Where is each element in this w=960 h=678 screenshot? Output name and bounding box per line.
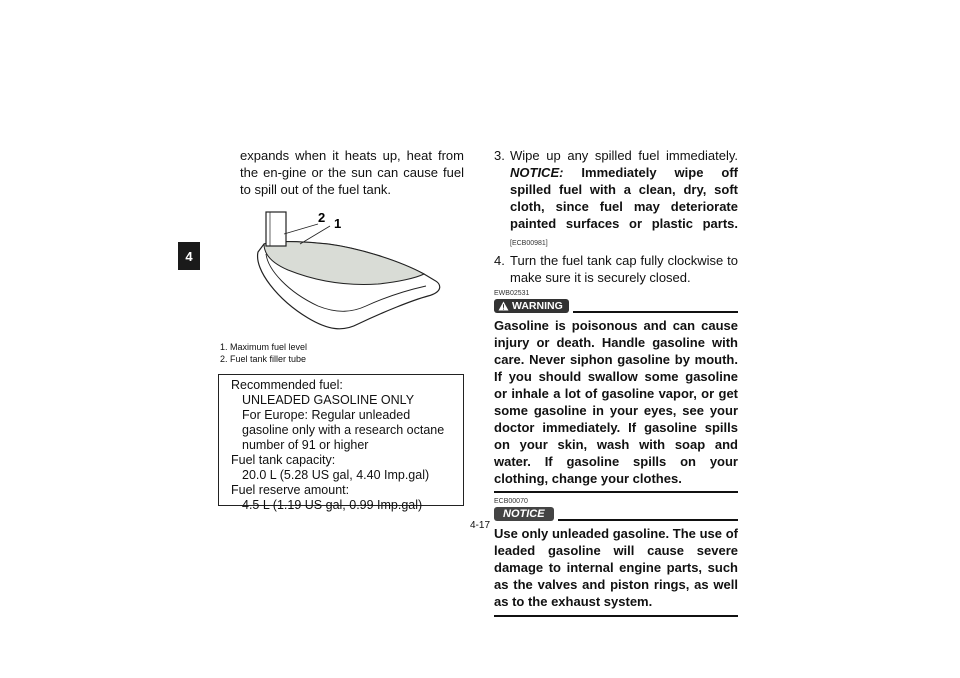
notice-rule — [558, 519, 738, 521]
fuel-tank-illustration — [248, 200, 448, 340]
reserve-heading: Fuel reserve amount: — [231, 483, 350, 497]
tank-capacity-value: 20.0 L (5.28 US gal, 4.40 Imp.gal) — [242, 468, 430, 482]
tank-capacity-heading: Fuel tank capacity: — [231, 453, 336, 467]
step-text: Wipe up any spilled fuel immediately. — [510, 148, 738, 163]
step-3 — [494, 147, 738, 252]
warning-code: EWB02531 — [494, 290, 530, 297]
step-body — [510, 147, 738, 252]
warning-label-text: WARNING — [512, 300, 563, 312]
step-number: 4. — [494, 253, 505, 268]
page-number: 4-17 — [469, 520, 490, 531]
fuel-europe-note: For Europe: Regular unleaded gasoline only with a research octane number of 91 or higher — [242, 408, 445, 452]
warning-text: Gasoline is poisonous and can cause injury or death. Handle gasoline with care. Never siphon gasoline by mouth. If you should swallow some gasoline or inhale a lot of gasoline vapor, or get some gasoline in your eyes, see your doctor immediately. If gasoline spills on your skin, wash with soap and water. If gasoline spills on your clothing, change your clothes. — [494, 318, 738, 486]
step-number: 3. — [494, 148, 505, 163]
reserve-value: 4.5 L (1.19 US gal, 0.99 Imp.gal) — [242, 498, 423, 512]
fuel-tank-figure — [248, 200, 448, 340]
notice-end-rule — [494, 615, 738, 617]
notice-text: Use only unleaded gasoline. The use of leaded gasoline will cause severe damage to internal engine parts, such as the valves and piston rings, as well as to the exhaust system. — [494, 526, 738, 609]
notice-code: ECB00070 — [494, 498, 528, 505]
chapter-tab: 4 — [178, 242, 200, 270]
figure-captions — [220, 341, 307, 365]
caption-maximum-fuel-level: 1. Maximum fuel level — [220, 342, 308, 352]
step-text: Turn the fuel tank cap fully clockwise to make sure it is securely closed. — [510, 253, 738, 285]
warning-label — [494, 299, 569, 313]
right-column — [494, 147, 738, 617]
notice-label: NOTICE — [494, 507, 554, 521]
filler-tube — [266, 212, 286, 246]
notice-header — [494, 507, 738, 521]
inline-notice-code: [ECB00981] — [510, 240, 548, 247]
fuel-spec-box — [218, 374, 464, 512]
callout-1: 1 — [334, 216, 342, 231]
warning-end-rule — [494, 491, 738, 493]
inline-notice-label: NOTICE: — [510, 165, 564, 180]
warning-header — [494, 299, 738, 313]
step-4 — [494, 252, 738, 286]
inline-notice-text: Immediately wipe off spilled fuel with a clean, dry, soft cloth, since fuel may deteriorate painted surfaces or plastic parts. — [510, 165, 738, 231]
callout-2: 2 — [318, 210, 326, 225]
recommended-fuel-heading: Recommended fuel: — [231, 378, 343, 392]
warning-rule — [573, 311, 738, 313]
fuel-grade: UNLEADED GASOLINE ONLY — [242, 393, 415, 407]
intro-paragraph: expands when it heats up, heat from the en-gine or the sun can cause fuel to spill out of the fuel tank. — [240, 148, 464, 197]
caption-fuel-tank-filler-tube: 2. Fuel tank filler tube — [220, 354, 307, 364]
warning-triangle-icon — [498, 301, 509, 311]
